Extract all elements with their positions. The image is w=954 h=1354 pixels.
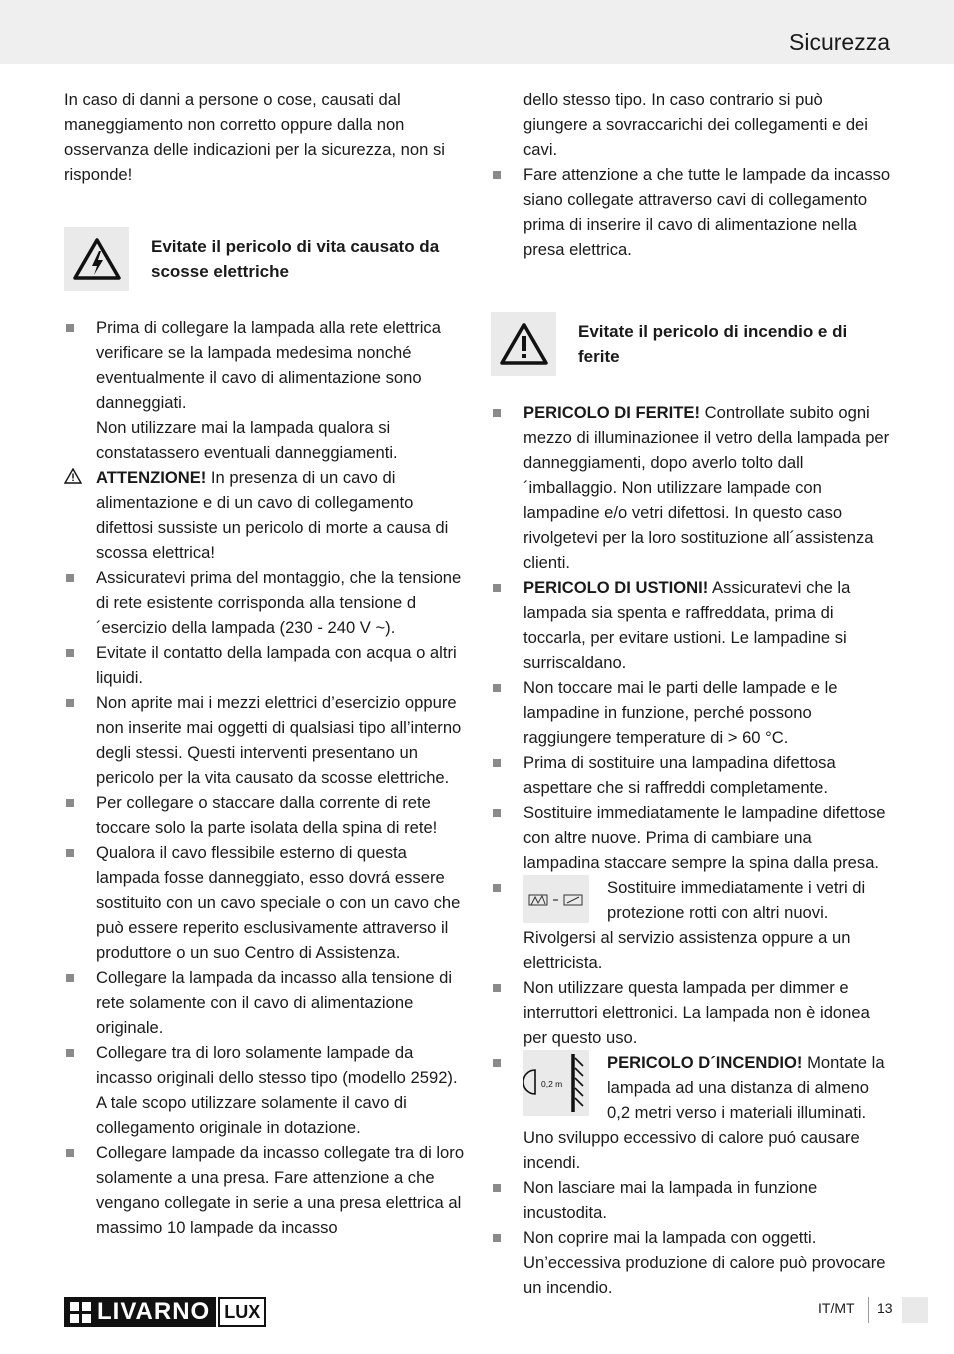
list-item: Assicuratevi prima del montaggio, che la tensione di rete esistente corrisponda alla tensione d´esercizio della lampada (230 - 240 V ~). [64, 565, 466, 640]
list-item: 0,2 m PERICOLO D´INCENDIO! Montate la lampada ad una distanza di almeno 0,2 metri verso i materiali illuminati. Uno sviluppo eccessivo di calore puó causare incendi. [491, 1050, 891, 1175]
attention-item: ATTENZIONE! In presenza di un cavo di alimentazione e di un cavo di collegamento difettosi sussiste un pericolo di morte a causa di scossa elettrica! [64, 465, 466, 565]
page-title: Sicurezza [789, 29, 890, 55]
list-item: Sostituire immediatamente le lampadine difettose con altre nuove. Prima di cambiare una lampadina staccare sempre la spina dalla presa. [491, 800, 891, 875]
list-item: Sostituire immediatamente i vetri di protezione rotti con altri nuovi. Rivolgersi al servizio assistenza oppure a un elettricista. [491, 875, 891, 975]
broken-glass-icon [523, 875, 589, 923]
page-tab-marker [902, 1297, 928, 1323]
list-item: Non lasciare mai la lampada in funzione incustodita. [491, 1175, 891, 1225]
list-item: Collegare lampade da incasso collegate tra di loro solamente a una presa. Fare attenzione a che vengano collegate in serie a una presa elettrica al massimo 10 lampade da incasso [64, 1140, 466, 1240]
list-item: Prima di collegare la lampada alla rete elettrica verificare se la lampada medesima nonché eventualmente il cavo di alimentazione sono danneggiati. Non utilizzare mai la lampada qualora si constatassero eventuali danneggiamenti. [64, 315, 466, 465]
intro-paragraph: In caso di danni a persone o cose, causati dal maneggiamento non corretto oppure dalla non osservanza delle indicazioni per la sicurezza, non si risponde! [64, 90, 445, 184]
right-column [491, 87, 891, 1300]
fire-warning-box [491, 312, 891, 376]
electric-warning-box [64, 227, 466, 291]
brand-logo: LIVARNO LUX [64, 1297, 266, 1327]
warning-triangle-icon [64, 468, 82, 489]
list-item: Non utilizzare questa lampada per dimmer e interruttori elettronici. La lampada non è idonea per questo uso. [491, 975, 891, 1050]
electric-hazard-icon [64, 227, 129, 291]
language-code: IT/MT [818, 1300, 855, 1316]
list-item: Prima di sostituire una lampadina difettosa aspettare che si raffreddi completamente. [491, 750, 891, 800]
distance-icon [523, 1050, 589, 1116]
list-item: Non aprite mai i mezzi elettrici d’esercizio oppure non inserite mai oggetti di qualsiasi tipo all’interno degli stessi. Questi interventi presentano un pericolo per la vita causato da scosse elettriche. [64, 690, 466, 790]
electric-warning-title: Evitate il pericolo di vita causato da scosse elettriche [151, 237, 440, 281]
logo-grid-icon [70, 1302, 91, 1323]
list-item: PERICOLO DI USTIONI! Assicuratevi che la lampada sia spenta e raffreddata, prima di toccarla, per evitare ustioni. Le lampadine si surriscaldano. [491, 575, 891, 675]
list-item: Collegare la lampada da incasso alla tensione di rete solamente con il cavo di alimentazione originale. [64, 965, 466, 1040]
list-item: Fare attenzione a che tutte le lampade da incasso siano collegate attraverso cavi di collegamento prima di inserire il cavo di alimentazione nella presa elettrica. [491, 162, 891, 262]
list-item: Non coprire mai la lampada con oggetti. Un’eccessiva produzione di calore può provocare un incendio. [491, 1225, 891, 1300]
list-item: Per collegare o staccare dalla corrente di rete toccare solo la parte isolata della spina di rete! [64, 790, 466, 840]
list-item: Qualora il cavo flessibile esterno di questa lampada fosse danneggiato, esso dovrá essere sostituito con un cavo speciale o con un cavo che può essere reperito esclusivamente attraverso il produttore o un suo Centro di Assistenza. [64, 840, 466, 965]
list-item: PERICOLO DI FERITE! Controllate subito ogni mezzo di illuminazionee il vetro della lampada per danneggiamenti, dopo averlo tolto dall´imballaggio. Non utilizzare lampade con lampadine e/o vetri difettosi. In questo caso rivolgetevi per la loro sostituzione all´assistenza clienti. [491, 400, 891, 575]
warning-triangle-icon [491, 312, 556, 376]
page-number: 13 [877, 1300, 893, 1316]
footer-divider [868, 1297, 869, 1323]
list-item: Collegare tra di loro solamente lampade da incasso originali dello stesso tipo (modello 2592). A tale scopo utilizzare solamente il cavo di collegamento originale in dotazione. [64, 1040, 466, 1140]
left-column [64, 87, 466, 1240]
list-item: Non toccare mai le parti delle lampade e le lampadine in funzione, perché possono raggiungere temperature di > 60 °C. [491, 675, 891, 750]
svg-text:0,2 m: 0,2 m [541, 1079, 563, 1089]
list-item-continuation: dello stesso tipo. In caso contrario si può giungere a sovraccarichi dei collegamenti e dei cavi. [523, 90, 868, 159]
fire-warning-title: Evitate il pericolo di incendio e di ferite [578, 322, 848, 366]
list-item: Evitate il contatto della lampada con acqua o altri liquidi. [64, 640, 466, 690]
